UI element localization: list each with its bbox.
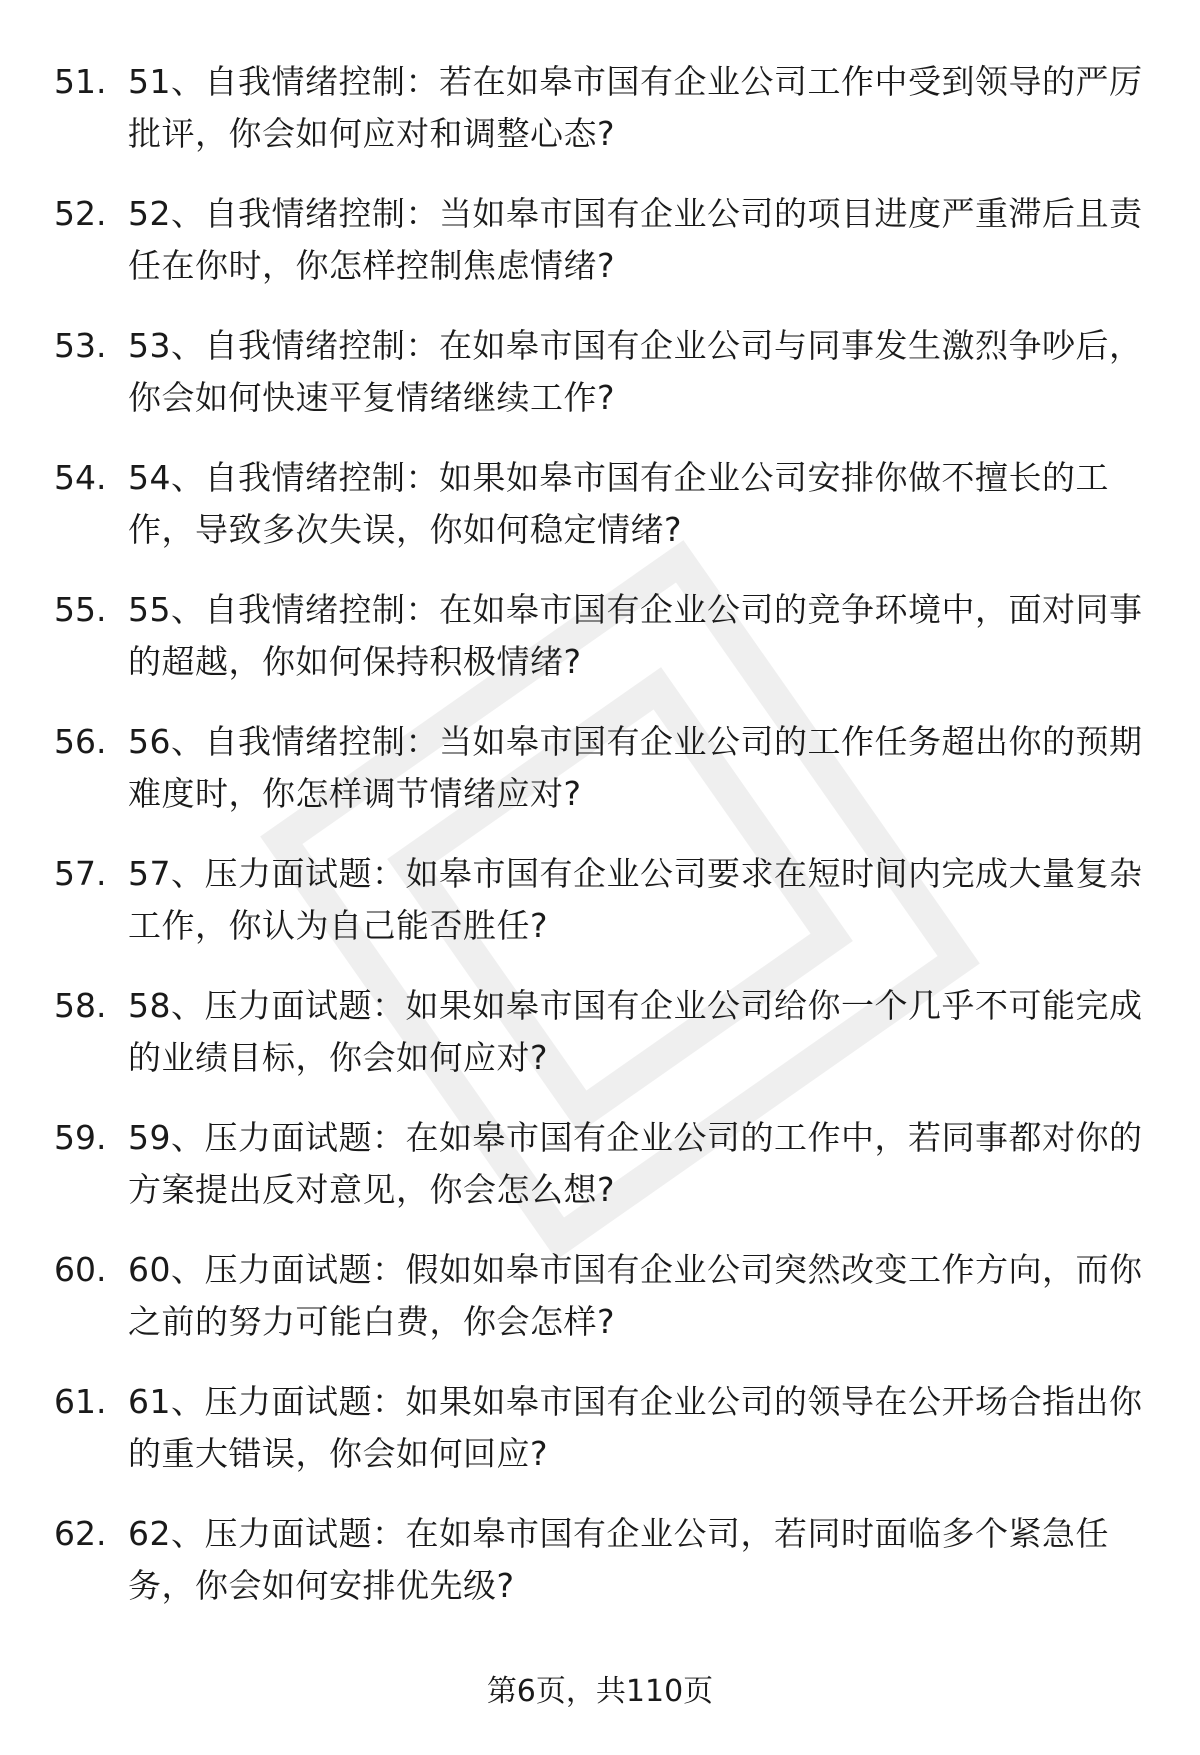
page-footer: 第6页，共110页 — [486, 1674, 714, 1709]
question-list — [0, 56, 1200, 1640]
question-number: 51. — [54, 62, 107, 101]
question-text: 51、自我情绪控制：若在如皋市国有企业公司工作中受到领导的严厉批评，你会如何应对和调整心态? — [128, 62, 1143, 153]
question-text: 55、自我情绪控制：在如皋市国有企业公司的竞争环境中，面对同事的超越，你如何保持积极情绪? — [128, 590, 1143, 681]
question-item — [0, 452, 1200, 584]
question-text: 61、压力面试题：如果如皋市国有企业公司的领导在公开场合指出你的重大错误，你会如何回应? — [128, 1382, 1143, 1473]
question-item — [0, 980, 1200, 1112]
question-text: 58、压力面试题：如果如皋市国有企业公司给你一个几乎不可能完成的业绩目标，你会如何应对? — [128, 986, 1143, 1077]
question-item — [0, 716, 1200, 848]
question-item — [0, 56, 1200, 188]
question-item — [0, 320, 1200, 452]
question-item — [0, 1508, 1200, 1640]
question-item — [0, 188, 1200, 320]
question-text: 59、压力面试题：在如皋市国有企业公司的工作中，若同事都对你的方案提出反对意见，你会怎么想? — [128, 1118, 1143, 1209]
question-text: 60、压力面试题：假如如皋市国有企业公司突然改变工作方向，而你之前的努力可能白费，你会怎样? — [128, 1250, 1143, 1341]
question-text: 52、自我情绪控制：当如皋市国有企业公司的项目进度严重滞后且责任在你时，你怎样控制焦虑情绪? — [128, 194, 1143, 285]
question-number: 56. — [54, 722, 107, 761]
question-text: 54、自我情绪控制：如果如皋市国有企业公司安排你做不擅长的工作，导致多次失误，你如何稳定情绪? — [128, 458, 1109, 549]
question-text: 56、自我情绪控制：当如皋市国有企业公司的工作任务超出你的预期难度时，你怎样调节情绪应对? — [128, 722, 1143, 813]
question-number: 59. — [54, 1118, 107, 1157]
question-item — [0, 1244, 1200, 1376]
question-number: 58. — [54, 986, 107, 1025]
question-number: 55. — [54, 590, 107, 629]
question-number: 53. — [54, 326, 107, 365]
question-item — [0, 848, 1200, 980]
question-text: 57、压力面试题：如皋市国有企业公司要求在短时间内完成大量复杂工作，你认为自己能否胜任? — [128, 854, 1143, 945]
question-number: 54. — [54, 458, 107, 497]
question-number: 57. — [54, 854, 107, 893]
question-text: 62、压力面试题：在如皋市国有企业公司，若同时面临多个紧急任务，你会如何安排优先级? — [128, 1514, 1109, 1605]
question-item — [0, 584, 1200, 716]
question-number: 62. — [54, 1514, 107, 1553]
question-number: 60. — [54, 1250, 107, 1289]
question-text: 53、自我情绪控制：在如皋市国有企业公司与同事发生激烈争吵后，你会如何快速平复情绪继续工作? — [128, 326, 1143, 417]
question-number: 61. — [54, 1382, 107, 1421]
question-item — [0, 1376, 1200, 1508]
question-item — [0, 1112, 1200, 1244]
question-number: 52. — [54, 194, 107, 233]
